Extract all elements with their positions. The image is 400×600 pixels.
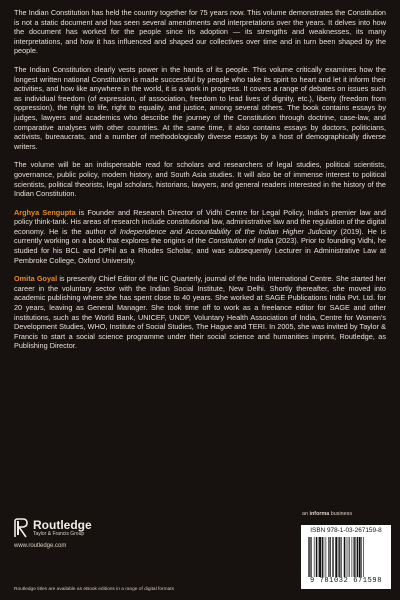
author-bio-1-text-e: (2023). Prior to founding Vidhi, he studied for his BCL and DPhil as a Rhodes Scholar, and was subsequently Lecturer in Administrative Law at Pembroke College, Oxford University.: [14, 236, 387, 265]
barcode-bar: [339, 537, 340, 577]
barcode-bar: [322, 537, 323, 577]
barcode-bar: [354, 537, 355, 577]
barcode-bar: [346, 537, 347, 577]
barcode-bar: [355, 537, 356, 577]
barcode-bar: [318, 537, 319, 577]
barcode-bar: [324, 537, 325, 577]
barcode-bar: [319, 537, 321, 577]
barcode-digits: 9 781032 671598: [309, 577, 382, 585]
barcode-bar: [344, 537, 345, 577]
barcode-bar: [357, 537, 358, 577]
routledge-logo-icon: [14, 518, 28, 538]
barcode-bar: [308, 537, 309, 577]
barcode-bar: [328, 537, 329, 577]
barcode-bar: [311, 537, 312, 577]
author-bio-1-text-a: is Founder and Research Director of Vidhi Centre for Legal Policy, India's premier law and policy think-tank. His areas of research include constitutional law, administrative law and the regulation of the digital economy. He is the author of: [14, 207, 386, 236]
isbn-number: ISBN 978-1-03-267159-8: [310, 527, 382, 534]
author-bio-1: [14, 208, 386, 266]
barcode-bar: [361, 537, 362, 577]
blurb-paragraph-1: The Indian Constitution has held the country together for 75 years now. This volume demonstrates the Constitution is not a static document and has seen several amendments and interpretations over the years. It delves into how the document has worked for the people since its adoption — its strengths and weaknesses, its many interpretations, and how it has influenced and shaped our collectives over time and in turn been shaped by the people.: [14, 8, 386, 56]
ebook-footer-note: Routledge titles are available as eBook editions in a range of digital formats: [14, 587, 174, 592]
barcode-bar: [348, 537, 349, 577]
barcode-bar: [359, 537, 361, 577]
barcode-bar: [335, 537, 337, 577]
blurb-paragraph-3: The volume will be an indispensable read for scholars and researchers of legal studies, political scientists, governance, public policy, modern history, and South Asia studies. It will also be of immense interest to political scientists, political theorists, legal scholars, historians, lawyers, and general readers interested in the history of the Indian Constitution.: [14, 160, 386, 199]
author-bio-1-book-2: Constitution of India: [208, 236, 274, 246]
blurb-paragraph-2: The Indian Constitution clearly vests power in the hands of its people. This volume critically examines how the longest written national Constitution is made successful by people who take its spirit to heart and let it inform their activities, and how like anywhere in the world, it is a work in progress. It covers a range of debates on issues such as individual freedom (of expression, of association, freedom to lead lives of dignity, etc.), liberty (freedom from oppression), the right to life, right to equality, and justice, among several others. The book contains essays by judges, lawyers and academics who describe the journey of the Constitution through doctrine, case-law, and comparative analyses with other countries. At the same time, it also contains essays by doctors, politicians, activists, bureaucrats, and a number of methodologically diverse essays by a host of demographically diverse writers.: [14, 64, 386, 151]
barcode-bar: [326, 537, 327, 577]
barcode-bar: [332, 537, 333, 577]
barcode-bar: [352, 537, 353, 577]
publisher-name: Routledge: [33, 517, 92, 532]
author-bio-2: [14, 274, 386, 351]
barcode-bar: [338, 537, 339, 577]
informa-business-line: [302, 511, 352, 517]
informa-prefix: an: [302, 511, 310, 517]
barcode-bar: [333, 537, 334, 577]
author-bio-1-text-c: (2019). He is currently working on a book that explores the origins of the: [14, 226, 386, 246]
barcode-bar: [314, 537, 315, 577]
barcode-bar: [329, 537, 330, 577]
publisher-group: Taylor & Francis Group: [33, 530, 85, 537]
publisher-block: [14, 518, 134, 549]
informa-suffix: business: [329, 511, 353, 517]
barcode-bar: [363, 537, 364, 577]
author-bio-1-book-1: Independence and Accountability of the Indian Higher Judiciary: [119, 226, 337, 236]
author-name-2: Omita Goyal: [14, 274, 58, 284]
author-name-1: Arghya Sengupta: [14, 207, 76, 217]
barcode-bar: [316, 537, 317, 577]
author-bio-2-text: is presently Chief Editor of the IIC Quarterly, journal of the India International Centre. She started her career in the voluntary sector with the Indian Social Institute, New Delhi. Shortly thereafter, she moved into academic publishing where she has spent close to 40 years. She worked at SAGE Publications India Pvt. Ltd. for 20 years, leaving as General Manager. She took time off to work as a freelance editor for SAGE and other institutions, such as the World Bank, UNICEF, UNDP, Voluntary Health Association of India, Centre for Women's Development Studies, WHO, Institute of Social Studies, The Hague and TERI. In 2005, she was invited by Taylor & Francis to start a social science programme under their social science and humanities imprint, Routledge, as Publishing Director.: [14, 274, 387, 351]
isbn-barcode: [301, 525, 391, 589]
publisher-website: www.routledge.com: [14, 543, 67, 549]
routledge-logo: [14, 518, 134, 538]
back-cover-content: [14, 8, 386, 360]
barcode-bar: [309, 537, 310, 577]
barcode-bar: [349, 537, 350, 577]
barcode-bars: [308, 537, 384, 577]
barcode-bar: [341, 537, 342, 577]
informa-word: informa: [309, 511, 330, 517]
